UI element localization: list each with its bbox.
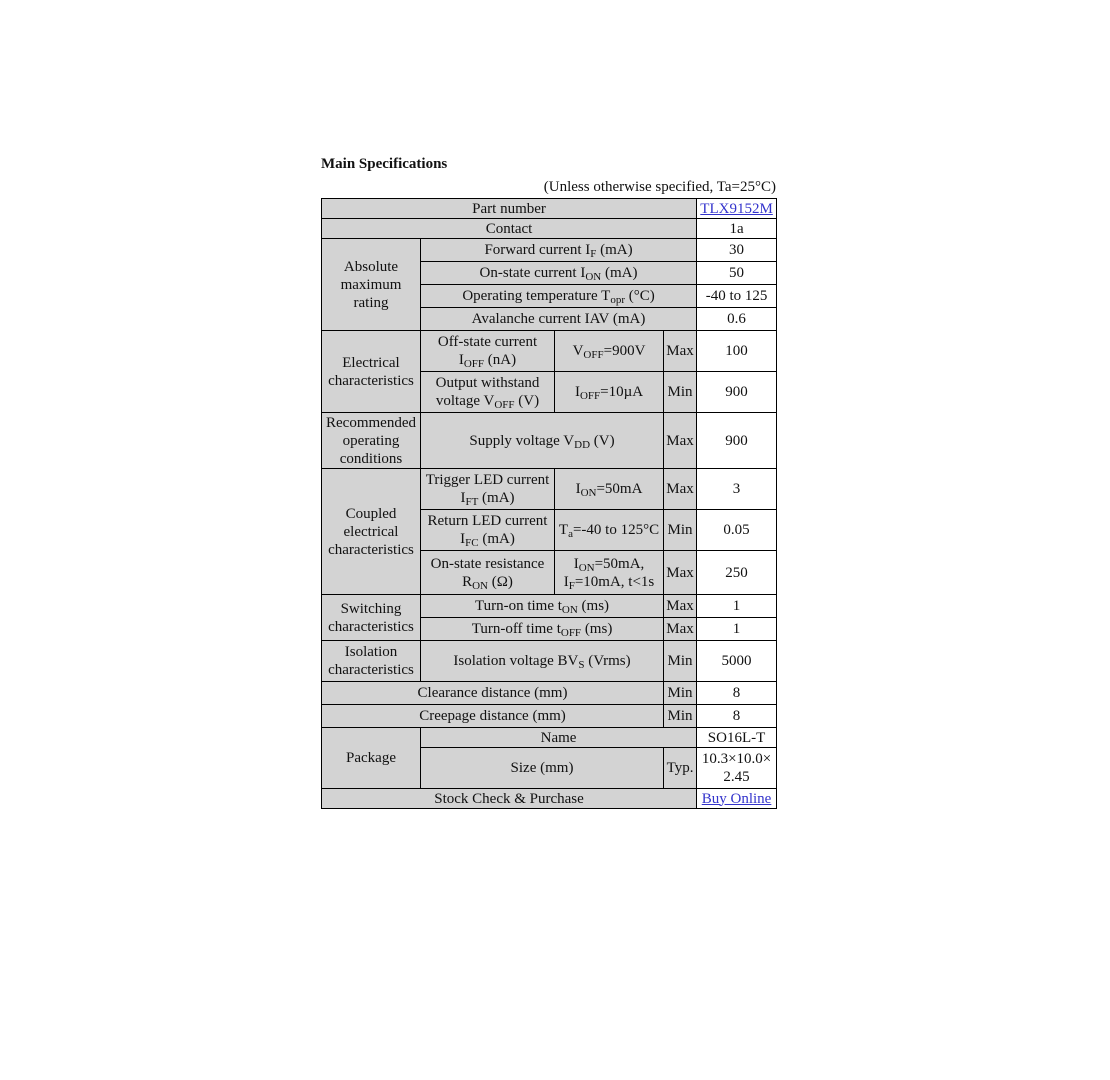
- buy-online-link[interactable]: Buy Online: [701, 790, 772, 807]
- onstate-resistance-value: 250: [697, 551, 777, 595]
- onstate-resistance-condition: $I_{ON}=50mA$, $I_F=10mA$, t<1s: [555, 551, 664, 595]
- table-row: [322, 413, 777, 469]
- contact-value: 1a: [697, 219, 777, 239]
- spec-section: [321, 155, 776, 809]
- part-number-cell: [697, 199, 777, 219]
- contact-label: Contact: [322, 219, 697, 239]
- withstand-condition: $I_{OFF}=10\mu A$: [555, 372, 664, 413]
- supply-voltage-minmax: Max: [664, 413, 697, 469]
- stock-check-label: Stock Check & Purchase: [322, 789, 697, 809]
- table-row: [322, 789, 777, 809]
- recommended-group-label: Recommended operating conditions: [322, 413, 421, 469]
- conditions-note: (Unless otherwise specified, Ta=25°C): [543, 179, 776, 195]
- table-row: [322, 239, 777, 262]
- supply-voltage-value: 900: [697, 413, 777, 469]
- supply-voltage-label: Supply voltage $V_{DD}$ (V): [421, 413, 664, 469]
- turn-on-time-label: Turn-on time $t_{ON}$ (ms): [421, 595, 664, 618]
- operating-temp-label: Operating temperature $T_{opr}$ (°C): [421, 285, 697, 308]
- package-size-label: Size (mm): [421, 748, 664, 789]
- creepage-value: 8: [697, 705, 777, 728]
- package-size-minmax: Typ.: [664, 748, 697, 789]
- clearance-minmax: Min: [664, 682, 697, 705]
- isolation-voltage-value: 5000: [697, 641, 777, 682]
- clearance-label: Clearance distance (mm): [322, 682, 664, 705]
- spec-table: [321, 198, 777, 809]
- abs-max-group-label: Absolute maximum rating: [322, 239, 421, 331]
- table-row: [322, 595, 777, 618]
- trigger-led-condition: $I_{ON}=50mA$: [555, 469, 664, 510]
- table-row: [322, 219, 777, 239]
- return-led-value: 0.05: [697, 510, 777, 551]
- table-row: [322, 469, 777, 510]
- package-size-value: 10.3×10.0× 2.45: [697, 748, 777, 789]
- table-row: [322, 641, 777, 682]
- trigger-led-value: 3: [697, 469, 777, 510]
- turn-on-time-value: 1: [697, 595, 777, 618]
- electrical-group-label: Electrical characteristics: [322, 331, 421, 413]
- part-number-label: Part number: [322, 199, 697, 219]
- clearance-value: 8: [697, 682, 777, 705]
- withstand-value: 900: [697, 372, 777, 413]
- package-name-value: SO16L-T: [697, 728, 777, 748]
- package-group-label: Package: [322, 728, 421, 789]
- return-led-minmax: Min: [664, 510, 697, 551]
- turn-off-time-label: Turn-off time $t_{OFF}$ (ms): [421, 618, 664, 641]
- forward-current-value: 30: [697, 239, 777, 262]
- turn-off-time-value: 1: [697, 618, 777, 641]
- isolation-voltage-minmax: Min: [664, 641, 697, 682]
- return-led-condition: $T_a=-40$ to 125°C: [555, 510, 664, 551]
- offstate-minmax: Max: [664, 331, 697, 372]
- return-led-label: Return LED current $I_{FC}$ (mA): [421, 510, 555, 551]
- creepage-label: Creepage distance (mm): [322, 705, 664, 728]
- trigger-led-minmax: Max: [664, 469, 697, 510]
- avalanche-current-label: Avalanche current IAV (mA): [421, 308, 697, 331]
- isolation-group-label: Isolation characteristics: [322, 641, 421, 682]
- withstand-voltage-label: Output withstand voltage $V_{OFF}$ (V): [421, 372, 555, 413]
- offstate-value: 100: [697, 331, 777, 372]
- withstand-minmax: Min: [664, 372, 697, 413]
- onstate-resistance-minmax: Max: [664, 551, 697, 595]
- forward-current-label: Forward current $I_F$ (mA): [421, 239, 697, 262]
- buy-online-cell: [697, 789, 777, 809]
- onstate-current-value: 50: [697, 262, 777, 285]
- isolation-voltage-label: Isolation voltage $BV_S$ (Vrms): [421, 641, 664, 682]
- onstate-resistance-label: On-state resistance $R_{ON}$ (Ω): [421, 551, 555, 595]
- coupled-group-label: Coupled electrical characteristics: [322, 469, 421, 595]
- turn-on-time-minmax: Max: [664, 595, 697, 618]
- package-name-label: Name: [421, 728, 697, 748]
- table-row: [322, 682, 777, 705]
- offstate-condition: $V_{OFF}=900V$: [555, 331, 664, 372]
- operating-temp-value: -40 to 125: [697, 285, 777, 308]
- section-title: Main Specifications: [321, 156, 448, 172]
- table-row: [322, 331, 777, 372]
- table-row: [322, 728, 777, 748]
- table-row: [322, 199, 777, 219]
- part-number-link[interactable]: TLX9152M: [700, 200, 773, 217]
- switching-group-label: Switching characteristics: [322, 595, 421, 641]
- offstate-current-label: Off-state current $I_{OFF}$ (nA): [421, 331, 555, 372]
- onstate-current-label: On-state current $I_{ON}$ (mA): [421, 262, 697, 285]
- avalanche-current-value: 0.6: [697, 308, 777, 331]
- turn-off-time-minmax: Max: [664, 618, 697, 641]
- creepage-minmax: Min: [664, 705, 697, 728]
- table-row: [322, 705, 777, 728]
- trigger-led-label: Trigger LED current $I_{FT}$ (mA): [421, 469, 555, 510]
